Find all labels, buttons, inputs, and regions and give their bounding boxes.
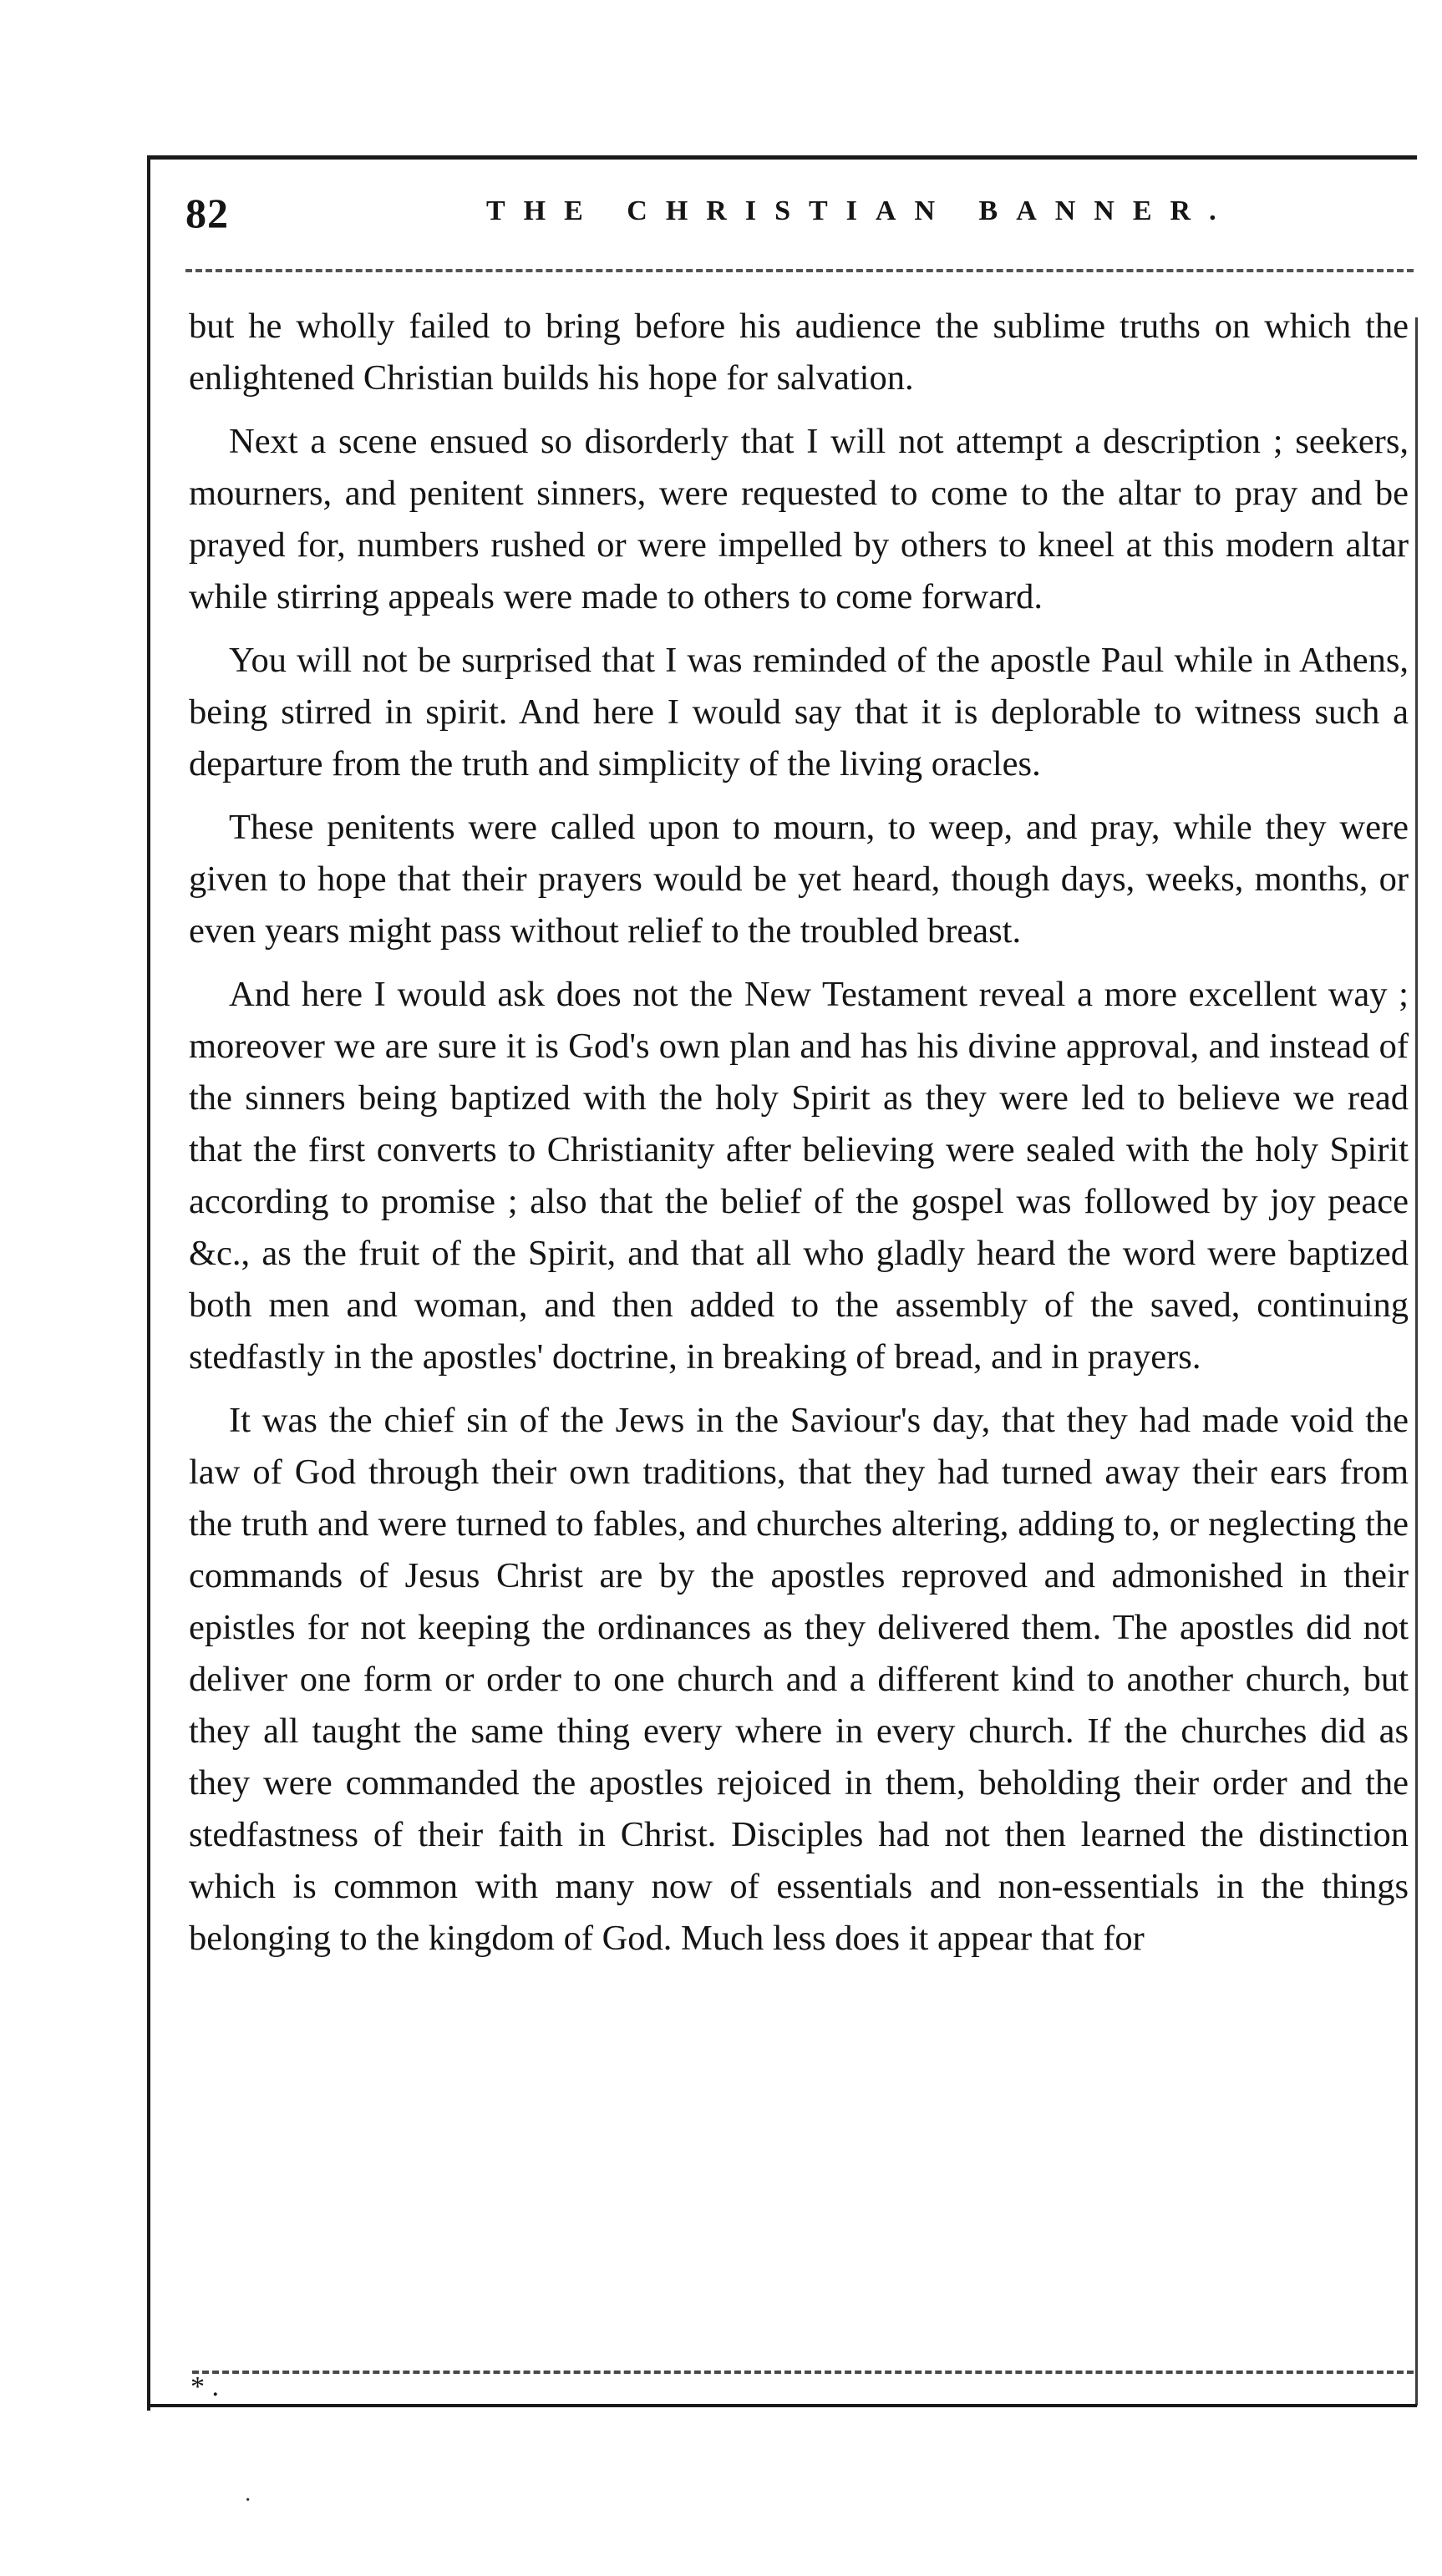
left-border bbox=[147, 155, 150, 2411]
footer-mark: * . bbox=[190, 2371, 219, 2402]
top-border bbox=[147, 155, 1417, 160]
page-header bbox=[185, 189, 1414, 247]
right-border bbox=[1415, 317, 1418, 2406]
paragraph-6: It was the chief sin of the Jews in the Saviour's day, that they had made void the law of God through their own traditions, that they had turned away their ears from the truth and were turned to fables, and churches altering, adding to, or neglecting the commands of Jesus Christ are by the apostles reproved and admonished in their epistles for not keeping the ordinances as they delivered them. The apostles did not deliver one form or order to one church and a different kind to another church, but they all taught the same thing every where in every church. If the churches did as they were commanded the apostles rejoiced in them, beholding their order and the stedfastness of their faith in Christ. Disciples had not then learned the distinction which is common with many now of essentials and non-essentials in the things belonging to the kingdom of God. Much less does it appear that for bbox=[189, 1401, 1409, 1958]
paragraph-3: You will not be surprised that I was reminded of the apostle Paul while in Athens, being stirred in spirit. And here I would say that it is deplorable to witness such a departure from the truth and simplicity of the living oracles. bbox=[189, 641, 1409, 783]
paragraph-1: but he wholly failed to bring before his audience the sublime truths on which the enlightened Christian builds his hope for salvation. bbox=[189, 307, 1409, 398]
footer-divider bbox=[192, 2371, 1414, 2374]
body-text bbox=[189, 301, 1409, 1976]
paragraph-2: Next a scene ensued so disorderly that I will not attempt a description ; seekers, mourners, and penitent sinners, were requested to come to the altar to pray and be prayed for, numbers rushed or were impelled by others to kneel at this modern altar while stirring appeals were made to others to come forward. bbox=[189, 422, 1409, 616]
stray-ink-mark: · bbox=[244, 2487, 252, 2513]
paragraph-5: And here I would ask does not the New Testament reveal a more excellent way ; moreover we are sure it is God's own plan and has his divine approval, and instead of the sinners being baptized with the holy Spirit as they were led to believe we read that the first converts to Christianity after believing were sealed with the holy Spirit according to promise ; also that the belief of the gospel was followed by joy peace &c., as the fruit of the Spirit, and that all who gladly heard the word were baptized both men and woman, and then added to the assembly of the saved, continuing stedfastly in the apostles' doctrine, in breaking of bread, and in prayers. bbox=[189, 975, 1409, 1377]
header-divider bbox=[185, 269, 1414, 272]
bottom-border bbox=[147, 2404, 1417, 2407]
page-number: 82 bbox=[185, 190, 229, 236]
paragraph-4: These penitents were called upon to mourn, to weep, and pray, while they were given to hope that their prayers would be yet heard, though days, weeks, months, or even years might pass without relief to the troubled breast. bbox=[189, 808, 1409, 951]
running-title: THE CHRISTIAN BANNER. bbox=[486, 195, 1235, 226]
